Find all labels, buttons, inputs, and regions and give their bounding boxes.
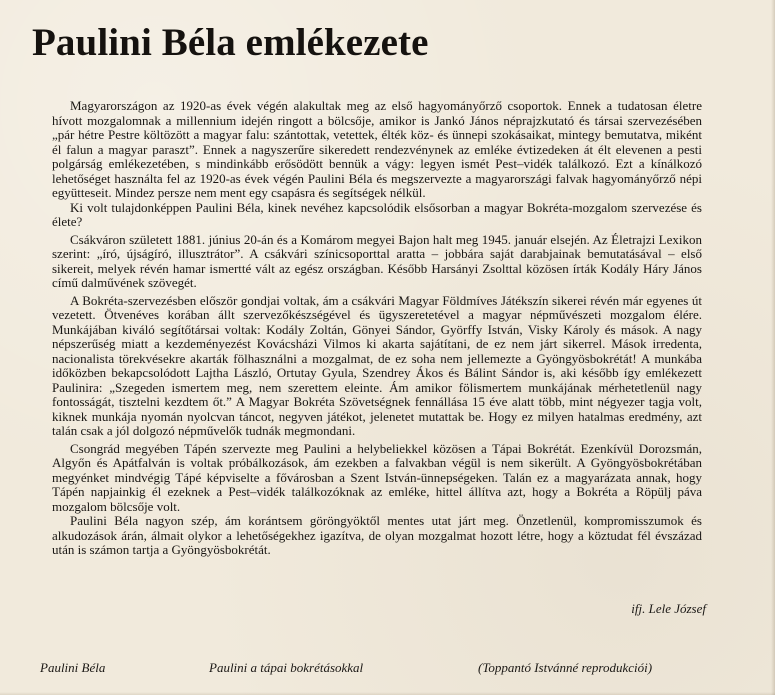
- page-edge-shadow: [771, 0, 775, 695]
- paragraph-3: Csákváron született 1881. június 20-án és a Komárom megyei Bajon halt meg 1945. január elsején. Az Életrajzi Lexikon szerint: „író, újságíró, illusztrátor”. A csákvári színicsoporttal aratta – jobbára saját darabjainak bemutatásával – első sikereit, melyek révén hamar ismertté vált az egész országban. Később Harsányi Zsolttal közösen írták Kodály Háry János című dalművének szövegét.: [52, 231, 702, 290]
- paragraph-4: A Bokréta-szervezésben először gondjai voltak, ám a csákvári Magyar Földmíves Játékszín sikerei révén már egyenes út vezetett. Ötvenéves korában állt szervezőkészségével és ügyszeretetével a magyar népművészeti mozgalom élére. Munkájában kiváló segítőtársai voltak: Kodály Zoltán, Gönyei Sándor, Györffy István, Visky Károly és mások. A nagy népszerűség miatt a kezdeményezést Kovácsházi Vilmos ki akarta sajátítani, de ez nem járt sikerrel. Mások irredenta, nacionalista törekvésekre akarták fölhasználni a mozgalmat, de ez soha nem jellemezte a Gyöngyösbokrétát! A munkába időközben bekapcsolódott Lajtha László, Ortutay Gyula, Szendrey Ákos és Bálint Sándor is, aki később így emlékezett Paulinira: „Szegeden ismertem meg, nem szerettem eleinte. Ám amikor fölismertem munkájának mérhetetlenül nagy fontosságát, tisztelni kezdtem őt.” A Magyar Bokréta Szövetségnek fennállása 15 éve alatt több, mint négyezer tagja volt, kiknek munkája nyomán nyolcvan táncot, negyven játékot, jelenetet mutattak be. Hogy ez milyen hatalmas eredmény, azt talán csak a jól dolgozó népművelők tudnák megmondani.: [52, 292, 702, 438]
- caption-middle: Paulini a tápai bokrétásokkal: [209, 660, 364, 675]
- author-signature: ifj. Lele József: [631, 601, 706, 616]
- paragraph-6: Paulini Béla nagyon szép, ám korántsem göröngyöktől mentes utat járt meg. Önzetlenül, kompromisszumok és alkudozások árán, álmait olykor a lehetőségekhez igazítva, de olyan mozgalmat hozott létre, hogy a köztudat fél évszázad után is számon tartja a Gyöngyösbokrétát.: [52, 513, 702, 557]
- paragraph-1: Magyarországon az 1920-as évek végén alakultak meg az első hagyományőrző csoportok. Ennek a tudatosan életre hívott mozgalomnak a millennium idején ringott a bölcsője, amikor is Jankó János néprajzkutató és társai szervezésében „pár hétre Pestre költözött a magyar falu: szántottak, vetettek, élték köz- és ünnepi szokásaikat, mintegy bemutatva, miként él falun a magyar paraszt”. Ennek a nagyszerűre sikeredett rendezvénynek az emléke évtizedeken át élt elevenen a pesti polgárság emlékezetében, s mindinkább erősödött bennük a vágy: legyen ismét Pest–vidék találkozó. Ezt a kínálkozó lehetőséget használta fel az 1920-as évek végén Paulini Béla és megszervezte a magyarországi falvak hagyományőrző népi együtteseit. Mindez persze nem ment egy csapásra és segítségek nélkül.: [52, 98, 702, 200]
- paragraph-5: Csongrád megyében Tápén szervezte meg Paulini a helybeliekkel közösen a Tápai Bokrétát. Ezenkívül Dorozsmán, Algyőn és Apátfalván is voltak próbálkozások, ám ezekben a falvakban végül is nem sikerült. A Gyöngyösbokrétában megyénket mindvégig Tápé képviselte a fővárosban a Szent István-ünnepségeken. Talán ez a magyarázata annak, hogy Tápén napjainkig él ezeknek a Pest–vidék találkozóknak az emléke, hittel állítva azt, hogy a Bokréta a Röpülj páva mozgalom bölcsője volt.: [52, 440, 702, 514]
- article-body: [52, 99, 702, 558]
- page-title: Paulini Béla emlékezete: [32, 21, 429, 64]
- caption-left: Paulini Béla: [40, 660, 106, 675]
- caption-right: (Toppantó Istvánné reprodukciói): [478, 660, 653, 675]
- paragraph-2: Ki volt tulajdonképpen Paulini Béla, kinek nevéhez kapcsolódik elsősorban a magyar Bokréta-mozgalom szervezése és élete?: [52, 199, 702, 229]
